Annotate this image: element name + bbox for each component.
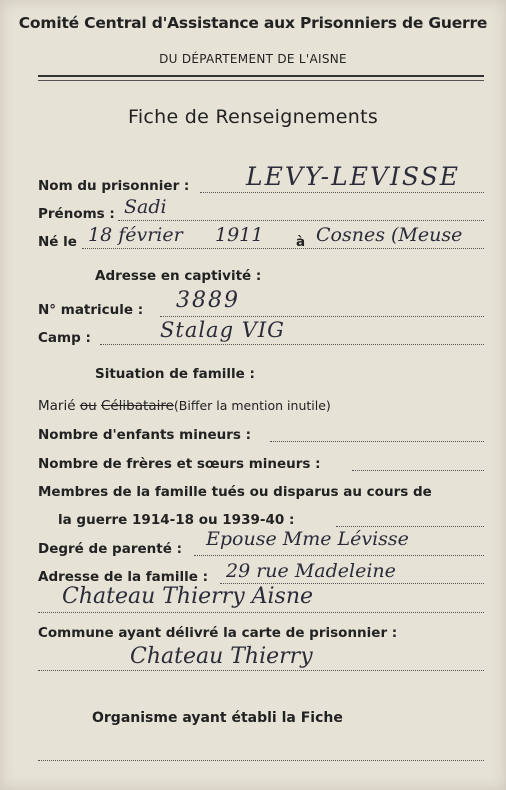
camp-label: Camp :: [38, 330, 91, 346]
nom-label: Nom du prisonnier :: [38, 178, 190, 194]
ne-a-label: à: [296, 234, 306, 250]
header-rule-thin: [38, 80, 484, 81]
enfants-label: Nombre d'enfants mineurs :: [38, 427, 252, 443]
parente-value: Epouse Mme Lévisse: [206, 528, 409, 550]
org-heading: Comité Central d'Assistance aux Prisonniers de Guerre: [18, 14, 488, 32]
situation-heading: Situation de famille :: [95, 366, 255, 382]
prenoms-value: Sadi: [124, 196, 167, 218]
marital-row: [38, 398, 331, 414]
parente-line: [194, 555, 484, 556]
ne-place: Cosnes (Meuse: [316, 224, 463, 246]
camp-line: [100, 344, 484, 345]
ne-line: [82, 248, 484, 249]
adresse-value-1: 29 rue Madeleine: [226, 560, 396, 582]
header-rule: [38, 75, 484, 77]
ne-year: 1911: [215, 224, 264, 246]
ou-text: ou: [79, 398, 97, 414]
nom-line: [200, 192, 484, 193]
celibataire-option: Célibataire: [100, 398, 174, 414]
prenoms-label: Prénoms :: [38, 206, 115, 222]
camp-value: Stalag VIG: [160, 318, 285, 342]
matricule-line: [160, 316, 484, 317]
marie-option: Marié: [38, 398, 76, 414]
enfants-line: [270, 441, 484, 442]
matricule-value: 3889: [176, 288, 240, 313]
commune-line: [38, 670, 484, 671]
membres-line: [336, 526, 484, 527]
adresse-value-2: Chateau Thierry Aisne: [62, 584, 314, 609]
membres-label-2: la guerre 1914-18 ou 1939-40 :: [58, 512, 295, 528]
form-title: Fiche de Renseignements: [127, 106, 379, 128]
nom-value: LEVY-LEVISSE: [246, 162, 460, 191]
adresse-label: Adresse de la famille :: [38, 569, 208, 585]
matricule-label: N° matricule :: [38, 302, 144, 318]
organisme-heading: Organisme ayant établi la Fiche: [92, 710, 343, 726]
freres-label: Nombre de frères et sœurs mineurs :: [38, 456, 321, 472]
parente-label: Degré de parenté :: [38, 541, 182, 557]
prenoms-line: [118, 220, 484, 221]
captivite-heading: Adresse en captivité :: [95, 268, 262, 284]
organisme-line: [38, 760, 484, 761]
adresse-line-2: [38, 612, 484, 613]
freres-line: [352, 470, 484, 471]
commune-value: Chateau Thierry: [130, 644, 313, 669]
biffer-note: (Biffer la mention inutile): [173, 398, 331, 413]
dept-subheading: DU DÉPARTEMENT DE L'AISNE: [159, 52, 347, 66]
ne-label: Né le: [38, 234, 77, 250]
ne-date: 18 février: [88, 224, 183, 246]
commune-label: Commune ayant délivré la carte de prisonnier :: [38, 625, 398, 641]
membres-label-1: Membres de la famille tués ou disparus au cours de: [38, 484, 432, 500]
